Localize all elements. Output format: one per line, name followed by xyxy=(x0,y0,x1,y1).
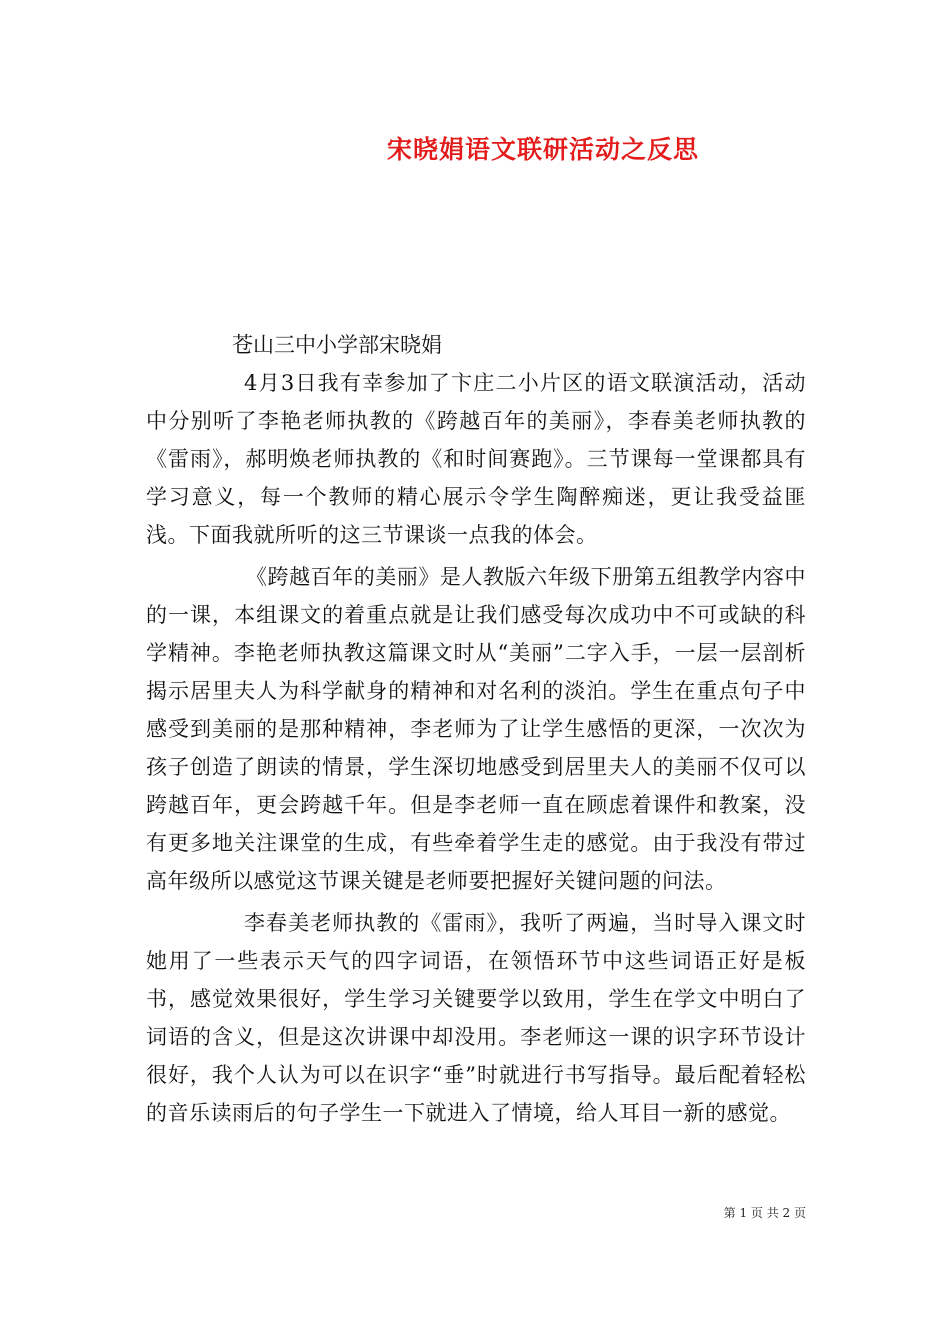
paragraph-3: 李春美老师执教的《雷雨》，我听了两遍，当时导入课文时她用了一些表示天气的四字词语，在领悟环节中这些词语正好是板书，感觉效果很好，学生学习关键要学以致用，学生在学文中明白了词语的含义，但是这次讲课中却没用。李老师这一课的识字环节设计很好，我个人认为可以在识字“垂”时就进行书写指导。最后配着轻松的音乐读雨后的句子学生一下就进入了情境，给人耳目一新的感觉。 xyxy=(146,911,806,1125)
paragraph-1: 4月3日我有幸参加了卞庄二小片区的语文联演活动，活动中分别听了李艳老师执教的《跨越百年的美丽》，李春美老师执教的《雷雨》，郝明焕老师执教的《和时间赛跑》。三节课每一堂课都具有学习意义，每一个教师的精心展示令学生陶醉痴迷，更让我受益匪浅。下面我就所听的这三节课谈一点我的体会。 xyxy=(146,371,806,547)
document-title: 宋晓娟语文联研活动之反思 xyxy=(386,135,699,164)
author-line: 苍山三中小学部宋晓娟 xyxy=(232,333,442,357)
paragraph-2: 《跨越百年的美丽》是人教版六年级下册第五组教学内容中的一课，本组课文的着重点就是让我们感受每次成功中不可或缺的科学精神。李艳老师执教这篇课文时从“美丽”二字入手，一层一层剖析揭示居里夫人为科学献身的精神和对名利的淡泊。学生在重点句子中感受到美丽的是那种精神，李老师为了让学生感悟的更深，一次次为孩子创造了朗读的情景，学生深切地感受到居里夫人的美丽不仅可以跨越百年，更会跨越千年。但是李老师一直在顾虑着课件和教案，没有更多地关注课堂的生成，有些牵着学生走的感觉。由于我没有带过高年级所以感觉这节课关键是老师要把握好关键问题的问法。 xyxy=(146,565,806,893)
page-footer: 第 1 页 共 2 页 xyxy=(723,1206,806,1220)
document-body xyxy=(146,326,806,1132)
